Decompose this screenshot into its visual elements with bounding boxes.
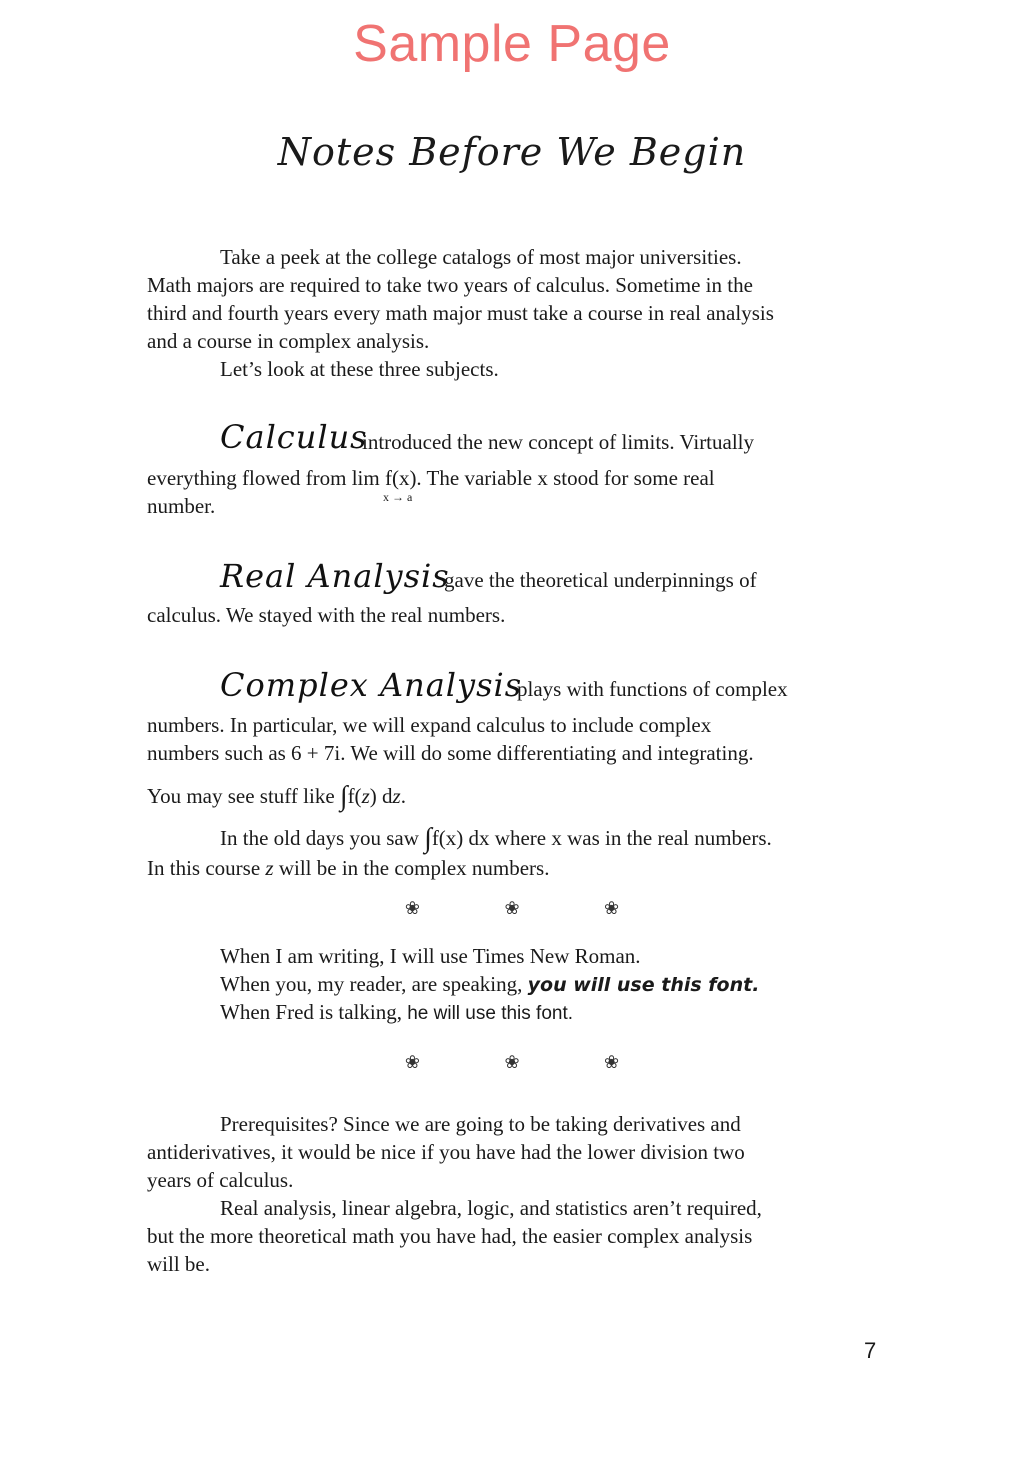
prereq-line-4: Real analysis, linear algebra, logic, and statistics aren’t required,: [220, 1196, 762, 1220]
fred-font-sample: he will use this font.: [407, 1003, 574, 1024]
prereq-line-5: but the more theoretical math you have had, the easier complex analysis: [147, 1224, 753, 1248]
fonts-line-2: [220, 970, 759, 999]
variable-z: z: [392, 784, 401, 808]
fonts-line-3a: When Fred is talking,: [220, 1000, 402, 1024]
flower-icon: ❀: [404, 1052, 420, 1072]
intro-line-4: and a course in complex analysis.: [147, 329, 430, 353]
separator: [0, 1052, 1024, 1073]
integral-symbol: ∫: [424, 823, 432, 854]
prereq-line-6: will be.: [147, 1252, 210, 1276]
complex-analysis-line-6a: In this course: [147, 856, 261, 880]
flower-icon: ❀: [404, 898, 420, 918]
complex-analysis-line-3: numbers such as 6 + 7i. We will do some differentiating and integrating.: [147, 741, 754, 765]
fonts-line-2a: When you, my reader, are speaking,: [220, 972, 523, 996]
complex-analysis-line-6: [147, 854, 549, 882]
complex-analysis-line-2: numbers. In particular, we will expand calculus to include complex: [147, 713, 712, 737]
reader-font-sample: you will use this font.: [527, 974, 760, 996]
page-number: 7: [864, 1338, 877, 1363]
prereq-line-2: antiderivatives, it would be nice if you have had the lower division two: [147, 1140, 745, 1164]
watermark: Sample Page: [353, 15, 671, 73]
complex-analysis-line-4d: .: [400, 784, 406, 808]
calculus-line-2: [147, 464, 715, 492]
calculus-line-2a: everything flowed from lim: [147, 466, 380, 490]
separator: [0, 898, 1024, 919]
complex-analysis-line-4a: You may see stuff like: [147, 784, 335, 808]
complex-analysis-line-4: [147, 781, 406, 810]
complex-analysis-line-4c: ) d: [369, 784, 393, 808]
calculus-line-3: number.: [147, 494, 216, 518]
page-title: Notes Before We Begin: [277, 130, 747, 174]
complex-analysis-line-1: plays with functions of complex: [517, 677, 788, 701]
intro-line-1: Take a peek at the college catalogs of most major universities.: [220, 245, 742, 269]
calculus-line-2b: f(x). The variable x stood for some real: [384, 466, 715, 490]
intro-line-2: Math majors are required to take two years of calculus. Sometime in the: [147, 273, 753, 297]
real-analysis-line-2: calculus. We stayed with the real numbers.: [147, 603, 506, 627]
real-analysis-line-1: gave the theoretical underpinnings of: [444, 568, 757, 592]
prereq-line-1: Prerequisites? Since we are going to be taking derivatives and: [220, 1112, 741, 1136]
calculus-line-1: introduced the new concept of limits. Virtually: [362, 430, 755, 454]
complex-analysis-heading: Complex Analysis: [220, 666, 523, 704]
flower-icon: ❀: [604, 898, 620, 918]
real-analysis-heading: Real Analysis: [220, 557, 450, 595]
integral-symbol: ∫: [339, 781, 348, 812]
prereq-line-3: years of calculus.: [147, 1168, 294, 1192]
fonts-line-3: [220, 998, 573, 1028]
variable-z: z: [265, 856, 274, 880]
limit-subscript: x → a: [383, 490, 413, 504]
flower-icon: ❀: [504, 898, 520, 918]
intro-line-3: third and fourth years every math major must take a course in real analysis: [147, 301, 774, 325]
complex-analysis-line-5a: In the old days you saw: [220, 826, 419, 850]
intro-line-5: Let’s look at these three subjects.: [220, 357, 499, 381]
complex-analysis-line-5b: f(x) dx where x was in the real numbers.: [431, 826, 772, 850]
complex-analysis-line-6b: will be in the complex numbers.: [278, 856, 550, 880]
complex-analysis-line-5: [220, 823, 772, 852]
flower-icon: ❀: [504, 1052, 520, 1072]
complex-analysis-line-4b: f(: [347, 784, 362, 808]
flower-icon: ❀: [604, 1052, 620, 1072]
fonts-line-1: When I am writing, I will use Times New Roman.: [220, 944, 641, 968]
variable-z: z: [361, 784, 370, 808]
calculus-heading: Calculus: [220, 418, 368, 456]
